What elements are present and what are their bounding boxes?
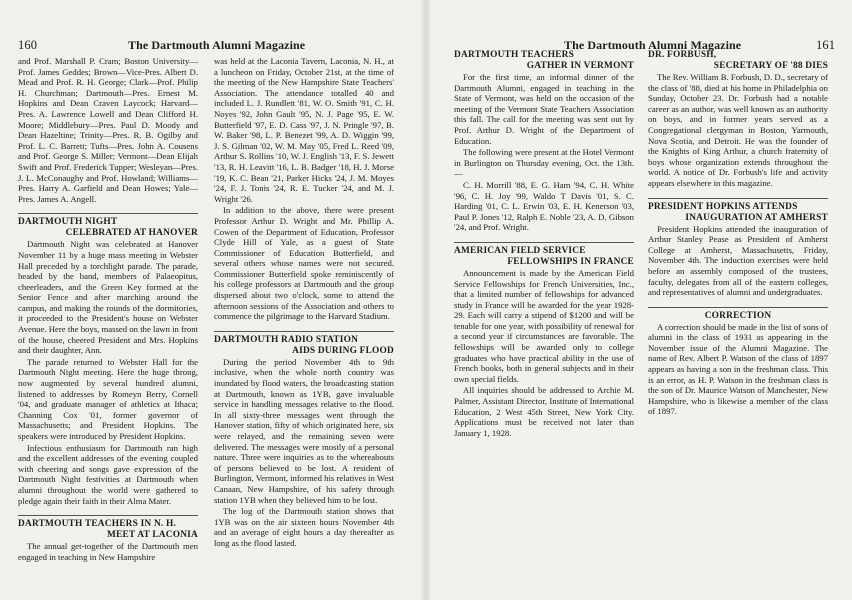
paragraph: President Hopkins attended the inauguration of Arthur Stanley Pease as President of Amherst College at Amherst, Massachusetts, Friday, November 4th. The induction exercises were held before an assembly composed of the trustees, faculty, delegates from all of the eastern colleges, and representatives of alumni and undergraduates. [648,223,828,298]
paragraph: Dartmouth Night was celebrated at Hanover November 11 by a huge mass meeting in Webster Hall preceded by a torchlight parade. The parade, headed by the band, members of Palaeopitus, cheerleaders, and the Green Key formed at the Senior Fence and after marching around the campus, and making the rounds of the dormitories, it proceeded to the President's house on Webster Avenue. Here the boys, massed on the lawn in front of the house, cheered President and Mrs. Hopkins and their daughter, Ann. [18,239,198,356]
heading-hopkins-amherst: PRESIDENT HOPKINS ATTENDS INAUGURATION AT AMHERST [648,201,828,223]
heading-radio-station: DARTMOUTH RADIO STATION AIDS DURING FLOOD [214,334,394,356]
column-1 [18,56,198,596]
divider [214,331,394,332]
heading-correction: CORRECTION [704,310,772,321]
right-running-head: The Dartmouth Alumni Magazine [564,38,742,52]
heading-teachers-nh: DARTMOUTH TEACHERS IN N. H. MEET AT LACONIA [18,519,198,541]
paragraph: All inquiries should be addressed to Archie M. Palmer, Assistant Director, Institute of International Education, 2 West 45th Street, New York City. Applications must be received not later than January 1, 1928. [454,385,634,438]
column-4 [648,50,828,590]
right-page [426,0,852,600]
column-2 [214,56,394,596]
paragraph: During the period November 4th to 9th inclusive, when the whole north country was inundated by flood waters, the broadcasting station at Dartmouth, known as 1YB, gave invaluable service in handling messages relative to the flood. In all sixty-three messages went through the Hanover station, fifty of which originated here, six were relayed, and the remaining seven were delivered. The messages were mostly of a personal nature. Three were inquiries as to the whereabouts of persons believed to be lost. A resident of Burlington, Vermont, informed his relatives in West Canaan, New Hampshire, of his safety through station 1YB when they believed him to be lost. [214,356,394,505]
paragraph: The annual get-together of the Dartmouth men engaged in teaching in New Hampshire [18,541,198,562]
heading-dartmouth-night: DARTMOUTH NIGHT CELEBRATED AT HANOVER [18,217,198,239]
heading-forbush: DR. FORBUSH, SECRETARY OF '88 DIES [648,50,828,71]
divider [18,213,198,214]
paragraph: Announcement is made by the American Field Service Fellowships for French Universities, Inc., that a limited number of fellowships for advanced study in France will be awarded for the year 1928-29. Each will carry a stipend of $1200 and will be tenable for one year, with possibility of renewal for a second year if circumstances are favorable. The fellowships will be awarded only to college graduates who have practical ability in the use of French books, both in general subjects and in their own special fields. [454,267,634,384]
paragraph: A correction should be made in the list of sons of alumni in the class of 1931 as appearing in the November issue of the Alumni Magazine. The name of Rev. Albert P. Watson of the class of 1897 appears as having a son in the freshman class. This is an error, as H. P. Watson in the freshman class is the son of Dr. Maurice Watson of Manchester, New Hampshire, who is likewise a member of the class of 1897. [648,321,828,417]
paragraph: was held at the Laconia Tavern, Laconia, N. H., at a luncheon on Friday, October 21st, at the time of the meeting of the New Hampshire State Teachers' Association. The attendance totalled 40 and included L. J. Rundlett '81, W. O. Smith '91, C. H. Noyes '92, John Gault '95, N. J. Page '95, E. W. Butterfield '97, E. D. Cass '97, J. N. Pringle '97, B. W. Baker '98, L. P. Benezet '99, A. D. Wiggin '99, J. S. Gilman '02, W. M. May '05, Fred L. Reed '09, Arthur S. Rollins '10, W. J. English '13, F. S. Jewett '13, R. H. Leavitt '16, L. B. Badger '18, H. J. Morse '19, K. C. Bean '21, Parker Hicks '24, J. M. Moyes '24, F. J. Tonis '24, R. E. Tucker '24, and M. J. Wright '26. [214,56,394,204]
paragraph: The parade returned to Webster Hall for the Dartmouth Night meeting. Here the huge throng, now augmented by several hundred alumni, listened to addresses by Romeyn Berry, Cornell '04, and graduate manager of athletics at Ithaca; Channing Cox '01, former governor of Massachusetts; and President Hopkins. The speakers were introduced by President Hopkins. [18,356,198,441]
heading-field-service: AMERICAN FIELD SERVICE FELLOWSHIPS IN FRANCE [454,245,634,267]
paragraph: For the first time, an informal dinner of the Dartmouth Alumni, engaged in teaching in the State of Vermont, was held on the occasion of the meeting of the Vermont State Teachers Association this fall. The call for the meeting was sent out by Prof. Arthur D. Wright of the Department of Education. [454,72,634,146]
paragraph: C. H. Morrill '88, E. G. Ham '94, C. H. White '96, C. H. Joy '99, Waldo T Davis '01, S. C. Harding '01, C. L. Erwin '03, E. H. Kenerson '03, Paul P. Jones '12, Ralph E. Noble '23, A. D. Gibson '24, and Prof. Wright. [454,179,634,233]
page-gutter [420,0,432,600]
paragraph: In addition to the above, there were present Professor Arthur D. Wright and Mr. Phillip A. Cowen of the Department of Education, Professor Clyde Hill of Yale, as a guest of State Commissioner of Education Butterfield, and several others whose names were not secured. Commissioner Butterfield spoke reminiscently of his college professors at Dartmouth and the group dispersed about two o'clock, some to attend the afternoon sessions of the Association and others to commence the pilgrimage to the Harvard Stadium. [214,205,394,322]
divider [648,198,828,199]
divider [648,307,828,308]
paragraph: The Rev. William B. Forbush, D. D., secretary of the class of '88, died at his home in Philadelphia on Sunday, October 23. Dr. Forbush had a notable career as an author, was well known as an authority on boys, and in former years served as a Congregational clergyman in Boston, Yarmouth, Nova Scotia, and Detroit. He was the founder of the Knights of King Arthur, a church fraternity of boys whose organization extends throughout the world. A notice of Dr. Forbush's life and activity appears elsewhere in this magazine. [648,72,828,188]
right-page-number: 161 [816,38,836,52]
paragraph: Infectious enthusiasm for Dartmouth ran high and the excellent addresses of the evening coupled with cheering and songs gave expression of the Dartmouth Night festivities at Dartmouth when alumni throughout the world were gathered to pledge again their faith in their Alma Mater. [18,442,198,506]
left-page-number: 160 [18,38,38,52]
paragraph: The following were present at the Hotel Vermont in Burlington on Thursday evening, Oct. the 13th.— [454,147,634,179]
column-3 [454,50,634,590]
paragraph: and Prof. Marshall P. Cram; Boston University—Prof. James Geddes; Brown—Vice-Pres. Albert D. Mead and Prof. R. H. George; Clark—Prof. Philip H. Churchman; Dartmouth—Pres. Ernest M. Hopkins and Dean Craven Laycock; Harvard—Pres. A. Lawrence Lowell and Dean Clifford H. Moore; Middlebury—Pres. Paul D. Moody and Dean Hazeltine; Trinity—Pres. R. B. Ogilby and Prof. L. C. Barrett; Tufts—Pres. John A. Cousens and Prof. George S. Miller; Vermont—Dean Elijah Swift and Prof. Frederick Tupper; Wesleyan—Pres. J. L. McConaughy and Prof. Howland; Williams—Pres. Harry A. Garfield and Dean Howes; Yale—Pres. James A. Angell. [18,56,198,204]
divider [18,515,198,516]
paragraph: The log of the Dartmouth station shows that 1YB was on the air sixteen hours November 4th and an average of eight hours a day thereafter as long as the flood lasted. [214,506,394,548]
divider [454,242,634,243]
left-running-head: The Dartmouth Alumni Magazine [128,38,306,52]
heading-teachers-vermont: DARTMOUTH TEACHERS GATHER IN VERMONT [454,50,634,71]
